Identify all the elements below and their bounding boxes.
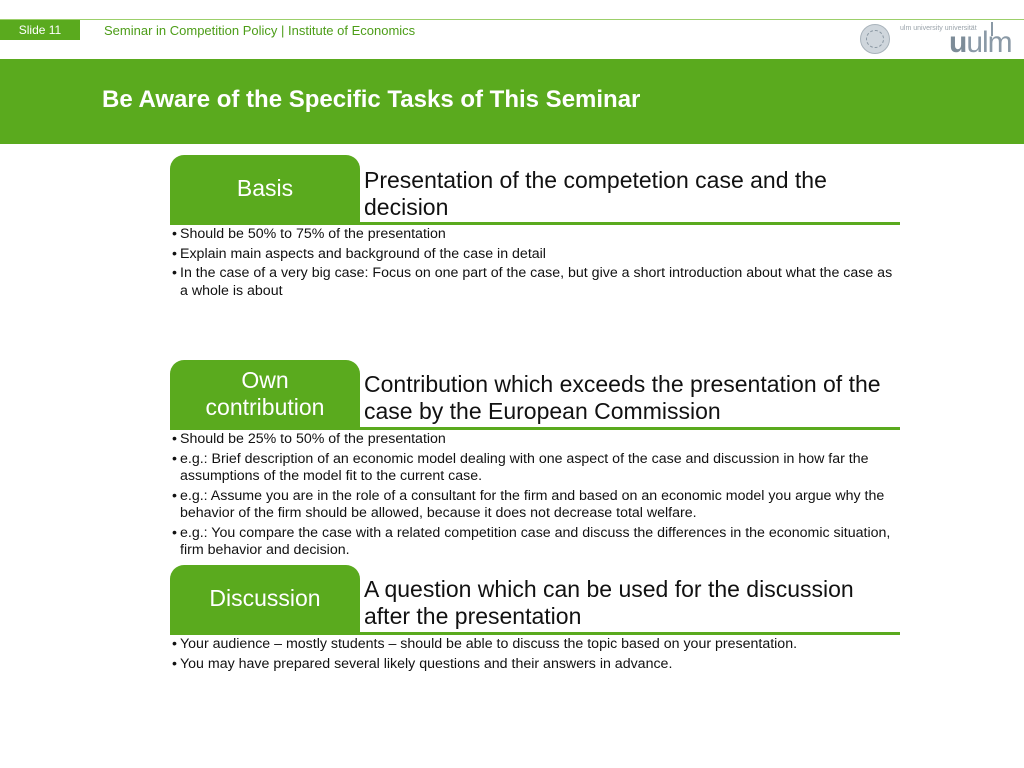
- list-item: • Should be 25% to 50% of the presentation: [170, 431, 900, 449]
- logo-ulm: ulm: [966, 26, 1012, 59]
- list-item: • Should be 50% to 75% of the presentation: [170, 226, 900, 244]
- list-item: • Explain main aspects and background of the case in detail: [170, 246, 900, 264]
- section-headline-own-contribution: Contribution which exceeds the presentation of the case by the European Commission: [364, 371, 881, 424]
- list-item: • e.g.: Assume you are in the role of a consultant for the firm and based on an economic model you argue why the behavior of the firm should be allowed, because it does not decrease total welfare.: [170, 488, 900, 523]
- section-label-basis: Basis: [170, 155, 360, 222]
- logo-u: u: [949, 26, 967, 59]
- bullet-list-discussion: [170, 636, 900, 675]
- slide-number-badge: Slide 11: [0, 20, 80, 40]
- section-label-discussion: Discussion: [170, 565, 360, 632]
- slide-title: Be Aware of the Specific Tasks of This Seminar: [102, 86, 641, 113]
- list-item: • You may have prepared several likely questions and their answers in advance.: [170, 656, 900, 674]
- section-rule: [170, 427, 900, 430]
- list-item: • Your audience – mostly students – should be able to discuss the topic based on your presentation.: [170, 636, 900, 654]
- logo-caption: ulm university universität: [900, 25, 977, 32]
- course-title: Seminar in Competition Policy | Institute of Economics: [104, 23, 416, 38]
- section-headline-discussion: A question which can be used for the discussion after the presentation: [364, 576, 854, 629]
- list-item: • In the case of a very big case: Focus on one part of the case, but give a short introduction about what the case as a whole is about: [170, 265, 900, 300]
- bullet-list-own-contribution: [170, 431, 900, 562]
- section-rule: [170, 222, 900, 225]
- bullet-list-basis: [170, 226, 900, 302]
- section-headline-basis: Presentation of the competetion case and the decision: [364, 167, 827, 220]
- list-item: • e.g.: Brief description of an economic model dealing with one aspect of the case and discussion in how far the assumptions of the model fit to the current case.: [170, 451, 900, 486]
- university-seal-icon: [860, 24, 890, 54]
- uulm-logo: [949, 28, 1012, 58]
- section-label-own-contribution: Own contribution: [170, 360, 360, 427]
- list-item: • e.g.: You compare the case with a related competition case and discuss the differences in the economic situation, firm behavior and decision.: [170, 525, 900, 560]
- section-rule: [170, 632, 900, 635]
- header-rule: [0, 19, 1024, 20]
